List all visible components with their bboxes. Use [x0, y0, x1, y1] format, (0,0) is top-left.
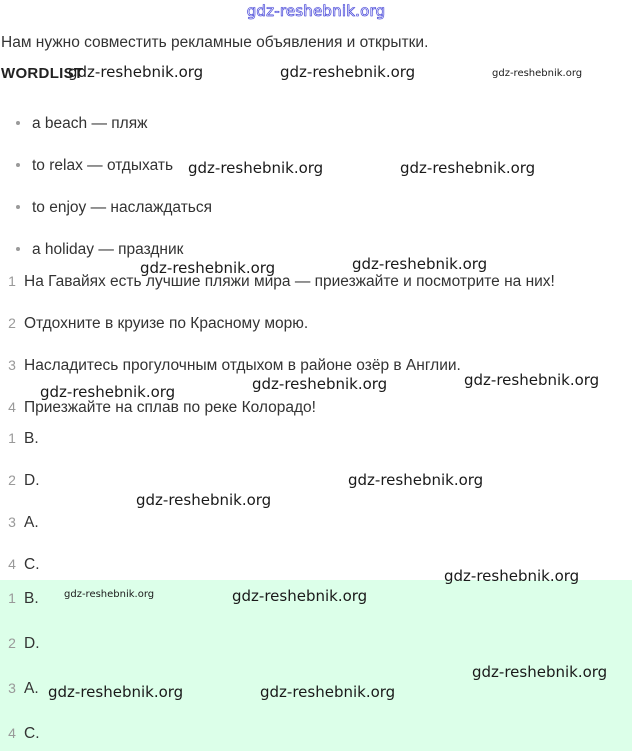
match-row — [0, 556, 40, 574]
bullet-icon — [16, 163, 20, 167]
match-number: 3 — [8, 514, 16, 530]
watermark: gdz-reshebnik.org — [280, 63, 416, 81]
watermark: gdz-reshebnik.org — [48, 683, 184, 701]
answer-row — [0, 590, 39, 608]
match-letter: D. — [24, 472, 40, 489]
sentence-row — [0, 399, 316, 417]
wordlist-item — [16, 241, 183, 259]
sentence-number: 4 — [8, 399, 16, 415]
bullet-icon — [16, 205, 20, 209]
sentence-row — [0, 357, 461, 375]
answer-row — [0, 725, 40, 743]
answer-number: 1 — [8, 590, 16, 606]
match-letter: C. — [24, 556, 40, 573]
answer-letter: C. — [24, 725, 40, 742]
answer-row — [0, 680, 39, 698]
match-row — [0, 514, 39, 532]
site-logo: gdz-reshebnik.org — [246, 2, 386, 20]
match-number: 4 — [8, 556, 16, 572]
answer-letter: D. — [24, 635, 40, 652]
match-number: 2 — [8, 472, 16, 488]
answer-row — [0, 635, 40, 653]
answer-letter: B. — [24, 590, 39, 607]
match-letter: A. — [24, 514, 39, 531]
intro-text: Нам нужно совместить рекламные объявления и открытки. — [1, 34, 429, 51]
wordlist-item-text: a beach — пляж — [32, 115, 148, 132]
wordlist-item — [16, 199, 212, 217]
answer-number: 2 — [8, 635, 16, 651]
bullet-icon — [16, 121, 20, 125]
wordlist-item — [16, 157, 173, 175]
bullet-icon — [16, 247, 20, 251]
sentence-text: Отдохните в круизе по Красному морю. — [24, 315, 309, 332]
watermark: gdz-reshebnik.org — [40, 383, 176, 401]
watermark: gdz-reshebnik.org — [232, 587, 368, 605]
answer-number: 4 — [8, 725, 16, 741]
sentence-text: Приезжайте на сплав по реке Колорадо! — [24, 399, 316, 416]
wordlist-item-text: to relax — отдыхать — [32, 157, 174, 174]
answer-letter: A. — [24, 680, 39, 697]
match-number: 1 — [8, 430, 16, 446]
watermark: gdz-reshebnik.org — [260, 683, 396, 701]
watermark: gdz-reshebnik.org — [252, 375, 388, 393]
watermark: gdz-reshebnik.org — [400, 159, 536, 177]
watermark: gdz-reshebnik.org — [136, 491, 272, 509]
watermark: gdz-reshebnik.org — [68, 63, 204, 81]
match-letter: B. — [24, 430, 39, 447]
answer-number: 3 — [8, 680, 16, 696]
sentence-text: Насладитесь прогулочным отдыхом в районе озёр в Англии. — [24, 357, 461, 374]
watermark: gdz-reshebnik.org — [64, 589, 155, 600]
sentence-number: 1 — [8, 273, 16, 289]
watermark: gdz-reshebnik.org — [492, 68, 583, 79]
watermark: gdz-reshebnik.org — [352, 255, 488, 273]
match-row — [0, 430, 39, 448]
watermark: gdz-reshebnik.org — [188, 159, 324, 177]
sentence-row — [0, 315, 308, 333]
match-row — [0, 472, 40, 490]
watermark: gdz-reshebnik.org — [444, 567, 580, 585]
wordlist-item-text: to enjoy — наслаждаться — [32, 199, 213, 216]
wordlist-heading: WORDLIST — [1, 65, 84, 82]
watermark: gdz-reshebnik.org — [472, 663, 608, 681]
watermark: gdz-reshebnik.org — [464, 371, 600, 389]
wordlist-item — [16, 115, 147, 133]
sentence-text: На Гавайях есть лучшие пляжи мира — приезжайте и посмотрите на них! — [24, 273, 555, 290]
watermark: gdz-reshebnik.org — [140, 259, 276, 277]
sentence-number: 3 — [8, 357, 16, 373]
watermark: gdz-reshebnik.org — [348, 471, 484, 489]
sentence-number: 2 — [8, 315, 16, 331]
sentence-row — [0, 273, 555, 291]
wordlist-item-text: a holiday — праздник — [32, 241, 184, 258]
